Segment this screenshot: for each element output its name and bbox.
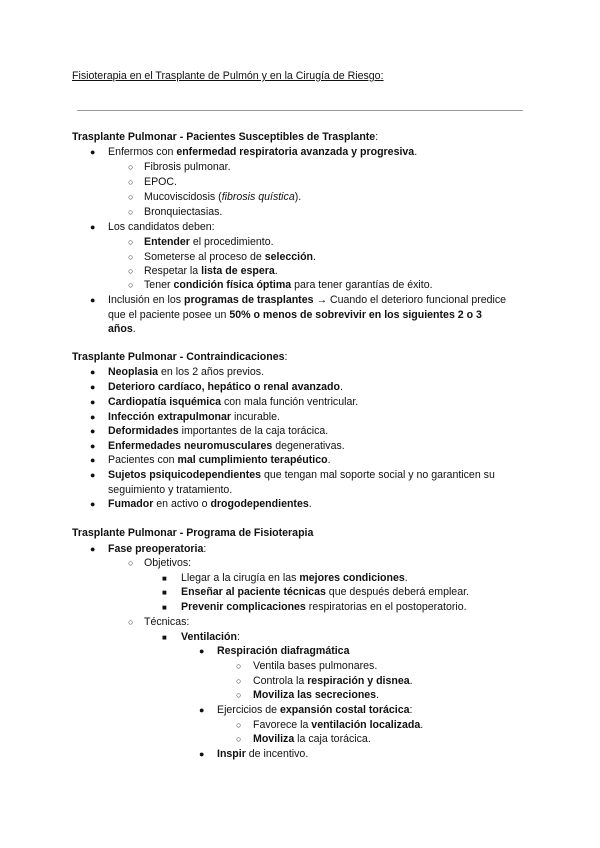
list-item: Ventila bases pulmonares. — [253, 660, 378, 672]
list-item: Entender el procedimiento. — [144, 236, 274, 248]
list-item: Enfermos con enfermedad respiratoria avanzada y progresiva. — [108, 146, 418, 158]
bullet-square-icon — [162, 571, 167, 586]
bullet-disc-icon — [90, 497, 95, 511]
list-item: Moviliza las secreciones. — [253, 689, 380, 701]
bullet-disc-icon — [90, 542, 95, 556]
list-item-continuation: que el paciente posee un 50% o menos de sobrevivir en los siguientes 2 o 3 — [108, 309, 482, 321]
section-heading-physiotherapy: Trasplante Pulmonar - Programa de Fisioterapia — [72, 527, 314, 539]
bullet-disc-icon — [199, 703, 204, 717]
section-heading-candidates: Trasplante Pulmonar - Pacientes Susceptibles de Trasplante: — [72, 131, 379, 143]
list-item: Someterse al proceso de selección. — [144, 251, 316, 263]
bullet-disc-icon — [90, 145, 95, 159]
bullet-disc-icon — [90, 468, 95, 482]
bullet-disc-icon — [90, 453, 95, 467]
bullet-circle-icon — [128, 205, 133, 219]
list-item: Respetar la lista de espera. — [144, 265, 278, 277]
list-item: Ejercicios de expansión costal torácica: — [217, 704, 413, 716]
list-item: Controla la respiración y disnea. — [253, 675, 413, 687]
bullet-circle-icon — [128, 175, 133, 189]
bullet-square-icon — [162, 585, 167, 600]
bullet-disc-icon — [90, 439, 95, 453]
bullet-circle-icon — [128, 160, 133, 174]
bullet-circle-icon — [128, 235, 133, 249]
list-item: Fumador en activo o drogodependientes. — [108, 498, 312, 510]
list-item-continuation: años. — [108, 323, 136, 335]
list-item: Moviliza la caja torácica. — [253, 733, 371, 745]
list-item: Enfermedades neuromusculares degenerativas. — [108, 440, 345, 452]
list-item: Inspir de incentivo. — [217, 748, 309, 760]
horizontal-divider — [77, 110, 523, 111]
list-item: Respiración diafragmática — [217, 645, 350, 657]
list-item: Fase preoperatoria: — [108, 543, 207, 555]
bullet-disc-icon — [90, 424, 95, 438]
bullet-disc-icon — [90, 395, 95, 409]
list-item: Llegar a la cirugía en las mejores condiciones. — [181, 572, 408, 584]
bullet-circle-icon — [236, 659, 241, 673]
list-item: Cardiopatía isquémica con mala función ventricular. — [108, 396, 359, 408]
bullet-disc-icon — [199, 644, 204, 658]
list-item: EPOC. — [144, 176, 177, 188]
list-item: Neoplasia en los 2 años previos. — [108, 366, 265, 378]
bullet-circle-icon — [128, 250, 133, 264]
list-item: Enseñar al paciente técnicas que después deberá emplear. — [181, 586, 469, 598]
list-item: Mucoviscidosis (fibrosis quística). — [144, 191, 302, 203]
bullet-square-icon — [162, 600, 167, 615]
list-item-continuation: seguimiento y tratamiento. — [108, 484, 233, 496]
list-item: Sujetos psiquicodependientes que tengan mal soporte social y no garanticen su — [108, 469, 495, 481]
list-item: Infección extrapulmonar incurable. — [108, 411, 280, 423]
list-item: Deformidades importantes de la caja torácica. — [108, 425, 329, 437]
bullet-circle-icon — [128, 615, 133, 629]
list-item: Prevenir complicaciones respiratorias en el postoperatorio. — [181, 601, 467, 613]
bullet-circle-icon — [128, 264, 133, 278]
bullet-disc-icon — [90, 380, 95, 394]
list-item: Pacientes con mal cumplimiento terapéutico. — [108, 454, 331, 466]
bullet-disc-icon — [199, 747, 204, 761]
list-item: Inclusión en los programas de trasplantes → Cuando el deterioro funcional predice — [108, 294, 507, 306]
list-item: Deterioro cardíaco, hepático o renal avanzado. — [108, 381, 343, 393]
bullet-circle-icon — [128, 190, 133, 204]
bullet-disc-icon — [90, 410, 95, 424]
list-item: Fibrosis pulmonar. — [144, 161, 231, 173]
list-item: Ventilación: — [181, 631, 240, 643]
list-item: Tener condición física óptima para tener garantías de éxito. — [144, 279, 433, 291]
bullet-circle-icon — [128, 278, 133, 292]
document-title: Fisioterapia en el Trasplante de Pulmón y en la Cirugía de Riesgo: — [72, 70, 384, 82]
list-item: Bronquiectasias. — [144, 206, 223, 218]
bullet-disc-icon — [90, 365, 95, 379]
bullet-disc-icon — [90, 293, 95, 307]
bullet-circle-icon — [236, 674, 241, 688]
list-item: Favorece la ventilación localizada. — [253, 719, 424, 731]
bullet-circle-icon — [236, 688, 241, 702]
section-heading-contraindications: Trasplante Pulmonar - Contraindicaciones: — [72, 351, 288, 363]
bullet-circle-icon — [236, 718, 241, 732]
bullet-disc-icon — [90, 220, 95, 234]
list-item: Los candidatos deben: — [108, 221, 215, 233]
bullet-circle-icon — [128, 556, 133, 570]
bullet-circle-icon — [236, 732, 241, 746]
list-item: Objetivos: — [144, 557, 192, 569]
bullet-square-icon — [162, 630, 167, 645]
list-item: Técnicas: — [144, 616, 190, 628]
